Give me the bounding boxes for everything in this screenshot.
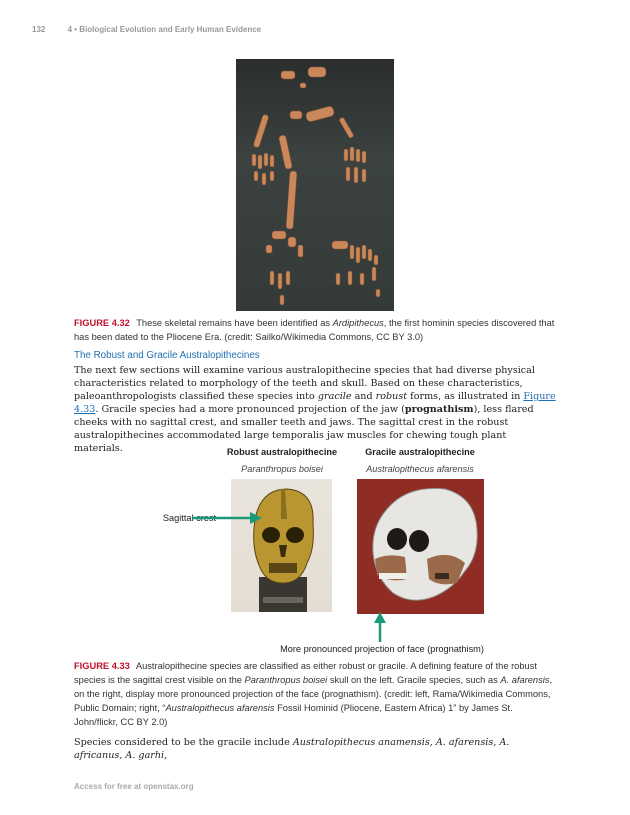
caption-italic: Paranthropus boisei — [244, 675, 328, 685]
prognathism-arrow — [372, 612, 388, 642]
gracile-title: Gracile australopithecine — [365, 447, 475, 457]
figure-4-32-caption — [74, 316, 556, 344]
sagittal-crest-label: Sagittal crest — [162, 513, 216, 523]
skeleton-illustration — [236, 59, 394, 311]
caption-text: These skeletal remains have been identified as — [136, 318, 333, 328]
gracile-species: Australopithecus afarensis — [366, 464, 474, 474]
caption-italic: A. afarensis — [500, 675, 550, 685]
body-paragraph — [74, 364, 558, 455]
italic-run: gracile — [317, 391, 352, 402]
page-number: 132 — [32, 25, 46, 34]
caption-text: skull on the left. Gracile species, such as — [327, 675, 501, 685]
italic-run: robust — [375, 391, 408, 402]
figure-4-33-caption — [74, 659, 556, 729]
robust-species: Paranthropus boisei — [241, 464, 323, 474]
figure-label: FIGURE 4.32 — [74, 318, 130, 328]
text-run: forms, as illustrated in — [407, 391, 524, 402]
robust-skull-photo — [231, 479, 332, 612]
caption-italic: Australopithecus afarensis — [165, 703, 275, 713]
section-title: The Robust and Gracile Australopithecines — [74, 350, 260, 361]
sagittal-crest-arrow — [190, 510, 262, 526]
robust-title: Robust australopithecine — [226, 447, 338, 457]
text-run: The next few sections will examine various australopithecine species that had diverse physical characteristics related to morphology of the teeth and skull. Based on these characteristics, paleoanthropologists classified these species into — [74, 365, 535, 402]
text-run: ), less flared cheeks with no sagittal crest, and smaller teeth and jaws. The sagittal crest in the robust australopithecines accommodated large temporalis jaw muscles for chewing tough plant materials. — [74, 404, 534, 454]
running-header — [32, 25, 261, 34]
text-run: Species considered to be the gracile include — [74, 737, 293, 748]
italic-run: Australopithecus anamensis, A. afarensis, A. africanus, A. garhi, — [74, 737, 510, 761]
figure-label: FIGURE 4.33 — [74, 661, 130, 671]
chapter-title: 4 • Biological Evolution and Early Human Evidence — [67, 25, 262, 34]
caption-text: , the first hominin species discovered that has been dated to the Pliocene Era. (credit: Sailko/Wikimedia Commons, CC BY 3.0) — [74, 318, 555, 342]
prognathism-label: More pronounced projection of face (prognathism) — [280, 644, 484, 654]
gracile-skull-illustration — [357, 479, 484, 614]
text-run: and — [351, 391, 376, 402]
caption-text: , on the right, display more pronounced projection of the face (prognathism). (credit: left, Rama/Wikimedia Commons, Public Domain; right, “ — [74, 675, 553, 713]
caption-text: Fossil Hominid (Pliocene, Eastern Africa) 1” by James St. John/flickr, CC BY 2.0) — [74, 703, 513, 727]
caption-italic: Ardipithecus — [332, 318, 384, 328]
bold-term: prognathism — [404, 404, 474, 415]
page-footer: Access for free at openstax.org — [74, 782, 194, 791]
figure-4-33-link[interactable]: Figure 4.33 — [74, 391, 556, 415]
body-paragraph — [74, 736, 558, 762]
gracile-skull-photo — [357, 479, 484, 614]
robust-skull-illustration — [231, 479, 332, 612]
caption-text: Australopithecine species are classified as either robust or gracile. A defining feature of the robust species is the sagittal crest visible on the — [74, 661, 537, 685]
ardipithecus-skeleton-photo — [236, 59, 394, 311]
text-run: . Gracile species had a more pronounced projection of the jaw ( — [95, 404, 405, 415]
